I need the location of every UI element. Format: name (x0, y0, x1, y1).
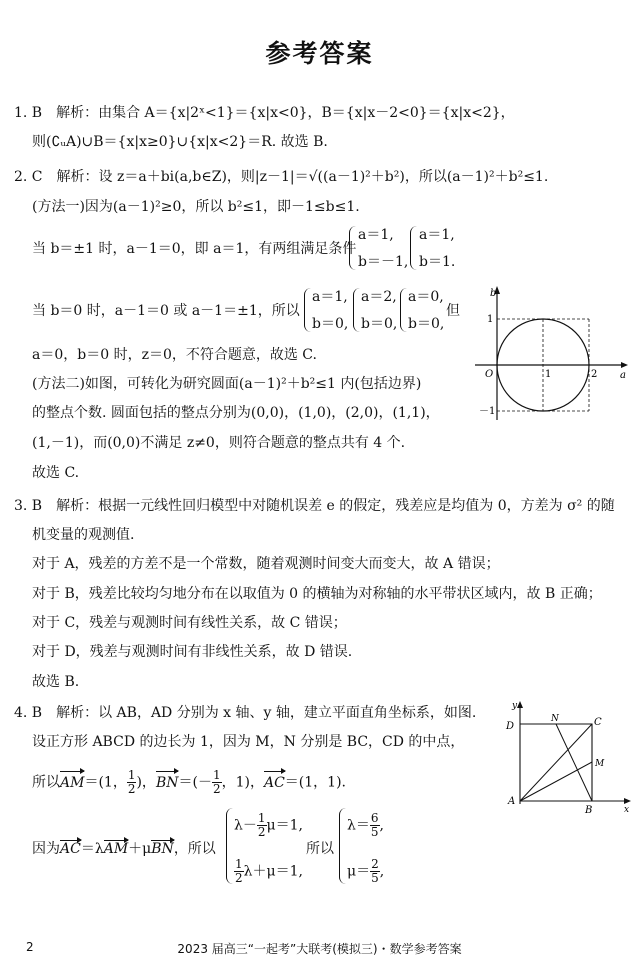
origin-label: O (485, 369, 494, 380)
svg-text:B: B (585, 805, 593, 816)
q4-line-3: 所以AM＝(1， $\frac{1}{2}$ )，BN＝(－ $\frac{1}{2}$ ，1)，AC＝(1，1). (32, 768, 346, 796)
q1-line-1: 1. B 解析：由集合 A＝{x|2ˣ<1}＝{x|x<0}，B＝{x|x－2<0}＝{x|x<2}， (14, 105, 515, 121)
q3-line-2: 机变量的观测值. (32, 527, 135, 543)
tick-1-y: 1 (487, 314, 494, 325)
q3-line-6: 对于 D，残差与观测时间有非线性关系，故 D 错误. (32, 644, 353, 660)
q2-line-7: 的整点个数. 圆面包括的整点分别为(0,0)，(1,0)，(2,0)，(1,1)， (32, 405, 440, 421)
page-number: 2 (26, 940, 34, 954)
b-axis-label: b (490, 288, 497, 299)
svg-text:x: x (624, 805, 630, 815)
svg-text:M: M (595, 759, 605, 769)
q3-line-4: 对于 B，残差比较均匀地分布在以取值为 0 的横轴为对称轴的水平带状区域内，故 B 正确； (32, 586, 602, 602)
svg-text:C: C (594, 717, 602, 728)
q4-line-2: 设正方形 ABCD 的边长为 1，因为 M，N 分别是 BC，CD 的中点， (32, 734, 465, 750)
page-title: 参考答案 (265, 39, 374, 68)
q4-line-4: 因为AC＝λAM＋μBN，所以 (32, 841, 216, 857)
q2-line-4b: 但 (446, 303, 460, 319)
tick-2-x: 2 (591, 369, 598, 380)
q2-line-4: 当 b＝0 时，a－1＝0 或 a－1＝±1，所以 (32, 303, 300, 319)
q3-line-1: 3. B 解析：根据一元线性回归模型中对随机误差 e 的假定，残差应是均值为 0，方差为 σ² 的随 (14, 498, 615, 514)
q3-line-5: 对于 C，残差与观测时间有线性关系，故 C 错误； (32, 615, 347, 631)
circle-figure (470, 280, 635, 425)
square-figure (500, 696, 635, 816)
footer-text: 2023 届高三“一起考”大联考(模拟三)・数学参考答案 (177, 942, 462, 956)
q4-line-4e: 所以 (306, 841, 334, 857)
q2-line-1: 2. C 解析：设 z＝a＋bi(a,b∈Z)，则|z－1|＝√((a－1)²＋b²)，所以(a－1)²＋b²≤1. (14, 169, 549, 185)
q2-line-2: (方法一)因为(a－1)²≥0，所以 b²≤1，即－1≤b≤1. (32, 199, 360, 215)
q3-line-3: 对于 A，残差的方差不是一个常数，随着观测时间变大而变大，故 A 错误； (32, 556, 500, 572)
tick-neg1-y: －1 (479, 406, 496, 417)
q2-line-5: a＝0，b＝0 时，z＝0，不符合题意，故选 C. (32, 347, 317, 363)
tick-1-x: 1 (545, 369, 552, 380)
q1-line-2: 则(∁ᵤA)∪B＝{x|x≥0}∪{x|x<2}＝R. 故选 B. (32, 134, 328, 150)
q4-line-1: 4. B 解析：以 AB，AD 分别为 x 轴、y 轴，建立平面直角坐标系，如图. (14, 705, 477, 721)
q3-line-7: 故选 B. (32, 674, 80, 690)
q2-line-8: (1,－1)，而(0,0)不满足 z≠0，则符合题意的整点共有 4 个. (32, 435, 406, 451)
a-axis-label: a (620, 370, 626, 381)
q2-line-3: 当 b＝±1 时，a－1＝0，即 a＝1，有两组满足条件 (32, 241, 357, 257)
svg-text:y: y (512, 701, 518, 711)
q2-line-6: (方法二)如图，可转化为研究圆面(a－1)²＋b²≤1 内(包括边界) (32, 376, 422, 392)
svg-text:A: A (508, 796, 516, 807)
svg-text:D: D (506, 721, 515, 732)
svg-text:N: N (551, 714, 559, 724)
q2-line-9: 故选 C. (32, 465, 80, 481)
